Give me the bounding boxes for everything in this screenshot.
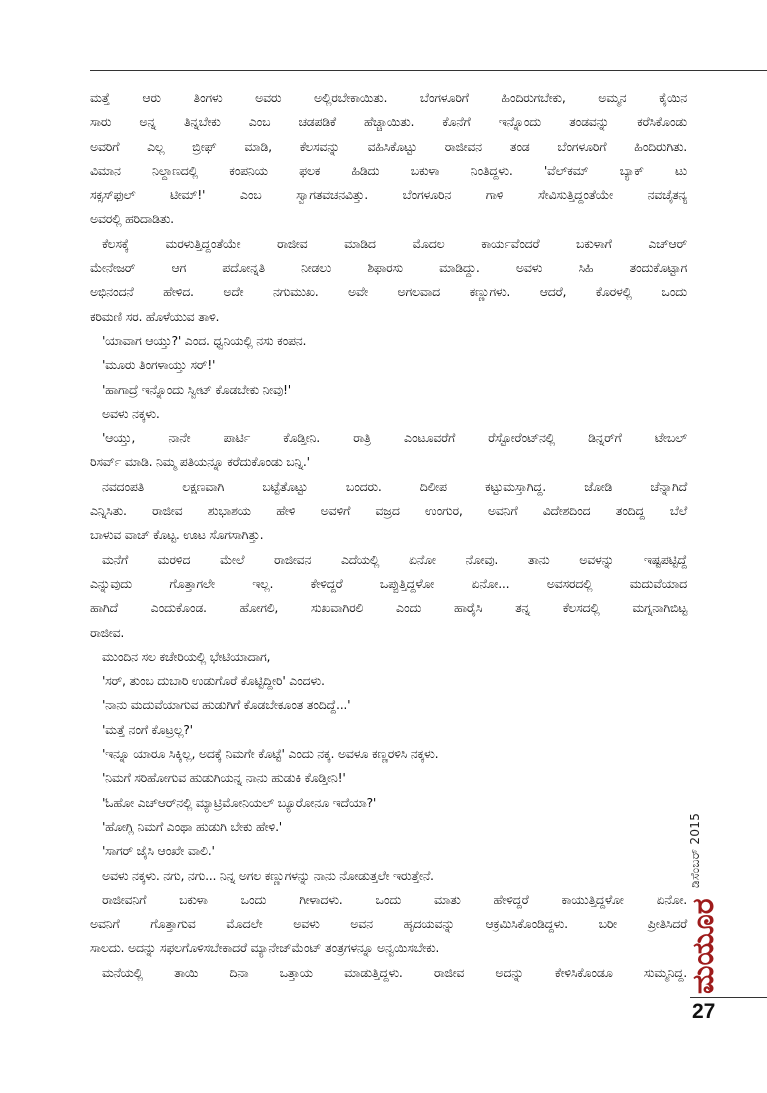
text-line: 'ಓಹೋ ಎಚ್‌ಆರ್‌ನಲ್ಲಿ ಮ್ಯಾಟ್ರಿಮೋನಿಯಲ್ ಬ್ಯೂರೋನೂ ಇದೆಯಾ?'	[102, 794, 377, 810]
text-line: 'ಸಾಗರ್ ಜೈಸಿ ಆಂಖೇ ವಾಲಿ.'	[102, 843, 215, 859]
text-line: ಅವನಿಗೆ ಗೊತ್ತಾಗುವ ಮೊದಲೇ ಅವಳು ಅವನ ಹೃದಯವನ್ನು ಆಕ್ರಮಿಸಿಕೊಂಡಿದ್ದಳು. ಬರೀ ಪ್ರೀತಿಸಿದರೆ	[90, 916, 687, 932]
text-line: ಮತ್ತೆ ಆರು ತಿಂಗಳು ಅವರು ಅಲ್ಲಿರಬೇಕಾಯಿತು. ಬೆಂಗಳೂರಿಗೆ ಹಿಂದಿರುಗಬೇಕು, ಅಮ್ಮನ ಕೈಯಿನ	[90, 90, 687, 105]
text-line: 'ಹಾಗಾದ್ರೆ ಇನ್ನೊಂದು ಸ್ವೀಟ್ ಕೊಡಬೇಕು ನೀವು!'	[102, 381, 291, 397]
text-line: ರಾಜೀವನಿಗೆ ಬಕುಳಾ ಒಂದು ಗೀಳಾದಳು. ಒಂದು ಮಾತು ಹೇಳಿದ್ದರೆ ಕಾಯುತ್ತಿದ್ದಳೋ ಏನೋ.	[102, 891, 687, 907]
header-rule	[90, 70, 767, 71]
text-line: ವಿಮಾನ ನಿಲ್ದಾಣದಲ್ಲಿ ಕಂಪನಿಯ ಫಲಕ ಹಿಡಿದು ಬಕುಳಾ ನಿಂತಿದ್ದಳು. 'ವೆಲ್‌ಕಮ್ ಬ್ಯಾಕ್ ಟು	[90, 162, 687, 178]
text-line: ಸಾಲದು. ಅದನ್ನು ಸಫಲಗೊಳಿಸಬೇಕಾದರೆ ಮ್ಯಾನೇಜ್‌ಮೆಂಟ್ ತಂತ್ರಗಳನ್ನೂ ಅನ್ವಯಿಸಬೇಕು.	[90, 940, 440, 956]
text-line: 'ಸರ್, ತುಂಬ ದುಬಾರಿ ಉಡುಗೊರೆ ಕೊಟ್ಟಿದ್ದೀರಿ' ಎಂದಳು.	[102, 673, 325, 689]
text-line: ಮುಂದಿನ ಸಲ ಕಚೇರಿಯಲ್ಲಿ ಭೇಟಿಯಾದಾಗ,	[102, 648, 271, 664]
text-line: ರಾಜೀವ.	[90, 624, 125, 640]
text-line: 'ಯಾವಾಗ ಆಯ್ತು?' ಎಂದ. ಧ್ವನಿಯಲ್ಲಿ ನಸು ಕಂಪನ.	[102, 332, 307, 348]
text-line: ಅಭಿನಂದನೆ ಹೇಳಿದ. ಅದೇ ನಗುಮುಖ. ಅವೇ ಅಗಲವಾದ ಕಣ್ಣುಗಳು. ಆದರೆ, ಕೊರಳಲ್ಲಿ ಒಂದು	[90, 284, 687, 300]
text-line: ಅವಳು ನಕ್ಕಳು.	[102, 405, 160, 421]
article-body	[90, 86, 687, 985]
text-line: 'ಇನ್ನೂ ಯಾರೂ ಸಿಕ್ಕಿಲ್ಲ, ಅದಕ್ಕೆ ನಿಮಗೇ ಕೊಟ್ಟೆ' ಎಂದು ನಕ್ಕ. ಅವಳೂ ಕಣ್ಣರಳಿಸಿ ನಕ್ಕಳು.	[102, 746, 439, 762]
magazine-logo: ಮಯೂರ	[686, 898, 721, 994]
text-line: ಸಾರು ಅನ್ನ ತಿನ್ನಬೇಕು ಎಂಬ ಚಡಪಡಿಕೆ ಹೆಚ್ಚಾಯಿತು. ಕೊನೆಗೆ ಇನ್ನೊಂದು ತಂಡವನ್ನು ಕರೆಸಿಕೊಂಡು	[90, 114, 687, 130]
text-line: ಅವರಿಗೆ ಎಲ್ಲ ಬ್ರೀಫ್ ಮಾಡಿ, ಕೆಲಸವನ್ನು ವಹಿಸಿಕೊಟ್ಟು ರಾಜೀವನ ತಂಡ ಬೆಂಗಳೂರಿಗೆ ಹಿಂದಿರುಗಿತು.	[90, 138, 687, 154]
text-line: ಬಾಳುವ ವಾಚ್ ಕೊಟ್ಟ. ಊಟ ಸೊಗಸಾಗಿತ್ತು.	[90, 527, 264, 543]
text-line: 'ನಾನು ಮದುವೆಯಾಗುವ ಹುಡುಗಿಗೆ ಕೊಡಬೇಕೂಂತ ತಂದಿದ್ದೆ...'	[102, 697, 351, 713]
text-line: 'ಮತ್ತೆ ನಂಗೆ ಕೊಟ್ರಲ್ಲ?'	[102, 721, 193, 737]
text-line: ಎನ್ನುವುದು ಗೊತ್ತಾಗಲೇ ಇಲ್ಲ. ಕೇಳಿದ್ದರೆ ಒಪ್ಪುತ್ತಿದ್ದಳೋ ಏನೋ... ಅವಸರದಲ್ಲಿ ಮದುವೆಯಾದ	[90, 575, 687, 591]
footer-rule	[690, 997, 767, 998]
text-line: ರಿಸರ್ವ್ ಮಾಡಿ. ನಿಮ್ಮ ಪತಿಯನ್ನೂ ಕರೆದುಕೊಂಡು ಬನ್ನಿ.'	[90, 454, 310, 470]
text-line: ಹಾಗಿದೆ ಎಂದುಕೊಂಡ. ಹೋಗಲಿ, ಸುಖವಾಗಿರಲಿ ಎಂದು ಹಾರೈಸಿ ತನ್ನ ಕೆಲಸದಲ್ಲಿ ಮಗ್ನನಾಗಿಬಿಟ್ಟ	[90, 600, 687, 616]
text-line: ಕರಿಮಣಿ ಸರ. ಹೊಳೆಯುವ ತಾಳಿ.	[90, 308, 220, 324]
text-line: ಮನೆಗೆ ಮರಳಿದ ಮೇಲೆ ರಾಜೀವನ ಎದೆಯಲ್ಲಿ ಏನೋ ನೋವು. ತಾನು ಅವಳನ್ನು ಇಷ್ಟಪಟ್ಟಿದ್ದೆ	[102, 551, 687, 567]
text-line: 'ಮೂರು ತಿಂಗಳಾಯ್ತು ಸರ್!'	[102, 357, 216, 373]
text-line: 'ಆಯ್ತು, ನಾನೇ ಪಾರ್ಟಿ ಕೊಡ್ತೀನಿ. ರಾತ್ರಿ ಎಂಟೂವರೆಗೆ ರೆಸ್ಟೋರೆಂಟ್‌ನಲ್ಲಿ ಡಿನ್ನರ್‌ಗೆ ಟೇಬಲ್	[102, 430, 687, 446]
text-line: ಅವರಲ್ಲಿ ಹರಿದಾಡಿತು.	[90, 211, 174, 227]
text-line: ಎನ್ನಿಸಿತು. ರಾಜೀವ ಶುಭಾಶಯ ಹೇಳಿ ಅವಳಿಗೆ ವಜ್ರದ ಉಂಗುರ, ಅವನಿಗೆ ವಿದೇಶದಿಂದ ತಂದಿದ್ದ ಬೆಲೆ	[90, 503, 687, 519]
text-line: 'ನಿಮಗೆ ಸರಿಹೋಗುವ ಹುಡುಗಿಯನ್ನ ನಾನು ಹುಡುಕಿ ಕೊಡ್ತೀನಿ!'	[102, 770, 346, 786]
text-line: ಮನೆಯಲ್ಲಿ ತಾಯಿ ದಿನಾ ಒತ್ತಾಯ ಮಾಡುತ್ತಿದ್ದಳು. ರಾಜೀವ ಅದನ್ನು ಕೇಳಿಸಿಕೊಂಡೂ ಸುಮ್ಮನಿದ್ದ.	[102, 964, 687, 980]
issue-date: ಡಿಸೆಂಬರ್ 2015	[688, 812, 702, 888]
text-line: ಅವಳು ನಕ್ಕಳು. ನಗು, ನಗು... ನಿನ್ನ ಅಗಲ ಕಣ್ಣುಗಳನ್ನು ನಾನು ನೋಡುತ್ತಲೇ ಇರುತ್ತೇನೆ.	[102, 867, 434, 883]
text-line: 'ಹೋಗ್ಲಿ ನಿಮಗೆ ಎಂಥಾ ಹುಡುಗಿ ಬೇಕು ಹೇಳಿ.'	[102, 818, 282, 834]
text-line: ನವದಂಪತಿ ಲಕ್ಷಣವಾಗಿ ಬಟ್ಟೆತೊಟ್ಟು ಬಂದರು. ದಿಲೀಪ ಕಟ್ಟುಮಸ್ತಾಗಿದ್ದ. ಜೋಡಿ ಚೆನ್ನಾಗಿದೆ	[102, 478, 687, 494]
page-number: 27	[692, 1000, 716, 1023]
text-line: ಮೇನೇಜರ್ ಆಗ ಪದೋನ್ನತಿ ನೀಡಲು ಶಿಫಾರಸು ಮಾಡಿದ್ದು. ಅವಳು ಸಿಹಿ ತಂದುಕೊಟ್ಟಾಗ	[90, 260, 687, 276]
text-line: ಕೆಲಸಕ್ಕೆ ಮರಳುತ್ತಿದ್ದಂತೆಯೇ ರಾಜೀವ ಮಾಡಿದ ಮೊದಲ ಕಾರ್ಯವೆಂದರೆ ಬಕುಳಾಗೆ ಎಚ್‌ಆರ್	[102, 235, 687, 251]
text-line: ಸಕ್ಸಸ್‌ಫುಲ್ ಟೀಮ್!' ಎಂಬ ಸ್ವಾಗತವಚನವಿತ್ತು. ಬೆಂಗಳೂರಿನ ಗಾಳಿ ಸೇವಿಸುತ್ತಿದ್ದಂತೆಯೇ ನವಚೈತನ್ಯ	[90, 187, 687, 203]
